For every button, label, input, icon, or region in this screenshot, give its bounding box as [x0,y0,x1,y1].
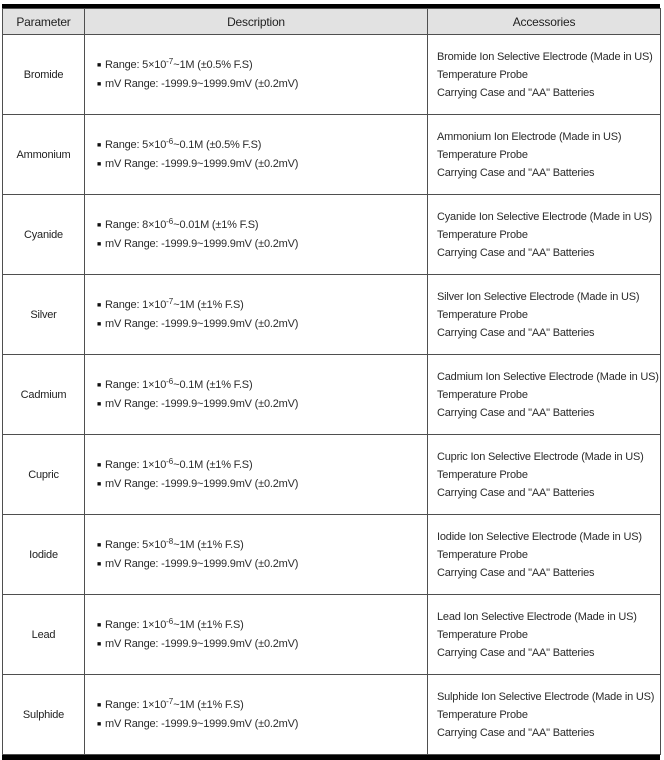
mv-range-line [97,235,419,254]
mv-range-line [97,395,419,414]
bullet-square-icon: ■ [97,701,102,709]
table-row [3,35,661,115]
range-line [97,696,419,715]
parameter-label: Bromide [23,68,64,81]
table-row [3,275,661,355]
table-row [3,675,661,755]
accessory-item: Carrying Case and "AA" Batteries [437,726,595,739]
mv-range-text: mV Range: -1999.9~1999.9mV (±0.2mV) [105,157,299,170]
header-accessories: Accessories [428,9,661,35]
range-line [97,216,419,235]
accessory-item: Ammonium Ion Electrode (Made in US) [437,130,622,143]
range-exponent: -8 [166,536,174,546]
electrode-spec-table [2,4,660,760]
table-row [3,595,661,675]
mv-range-text: mV Range: -1999.9~1999.9mV (±0.2mV) [105,477,299,490]
accessory-item: Carrying Case and "AA" Batteries [437,486,595,499]
range-base: Range: 8×10 [105,218,167,231]
range-rest: ~1M (±0.5% F.S) [173,58,253,71]
parameter-cell [3,355,85,435]
parameter-label: Sulphide [22,708,65,721]
range-exponent: -6 [166,616,174,626]
mv-range-line [97,715,419,734]
description-cell [85,275,428,355]
accessories-cell [428,595,661,675]
accessory-item: Carrying Case and "AA" Batteries [437,246,595,259]
table-row [3,515,661,595]
range-exponent: -6 [166,376,174,386]
accessories-cell [428,195,661,275]
accessory-item: Temperature Probe [437,148,528,161]
bullet-square-icon: ■ [97,160,102,168]
range-base: Range: 1×10 [105,618,167,631]
parameter-cell [3,275,85,355]
mv-range-line [97,315,419,334]
range-base: Range: 1×10 [105,378,167,391]
range-rest: ~0.01M (±1% F.S) [173,218,259,231]
mv-range-line [97,635,419,654]
bullet-square-icon: ■ [97,61,102,69]
accessory-item: Bromide Ion Selective Electrode (Made in US) [437,50,653,63]
accessory-item: Cupric Ion Selective Electrode (Made in US) [437,450,644,463]
parameter-label: Cyanide [24,228,63,241]
accessory-item: Temperature Probe [437,708,528,721]
accessory-item: Temperature Probe [437,548,528,561]
bullet-square-icon: ■ [97,461,102,469]
range-base: Range: 5×10 [105,538,167,551]
range-exponent: -6 [166,216,174,226]
bullet-square-icon: ■ [97,381,102,389]
mv-range-text: mV Range: -1999.9~1999.9mV (±0.2mV) [105,557,299,570]
accessories-cell [428,355,661,435]
accessory-item: Carrying Case and "AA" Batteries [437,326,595,339]
parameter-cell [3,115,85,195]
accessories-cell [428,675,661,755]
parameter-label: Lead [31,628,56,641]
accessories-cell [428,115,661,195]
description-cell [85,435,428,515]
mv-range-text: mV Range: -1999.9~1999.9mV (±0.2mV) [105,637,299,650]
accessory-item: Iodide Ion Selective Electrode (Made in US) [437,530,642,543]
accessories-cell [428,515,661,595]
range-rest: ~1M (±1% F.S) [173,538,244,551]
description-cell [85,675,428,755]
header-row [3,9,661,35]
mv-range-text: mV Range: -1999.9~1999.9mV (±0.2mV) [105,77,299,90]
range-base: Range: 1×10 [105,458,167,471]
bullet-square-icon: ■ [97,720,102,728]
description-cell [85,115,428,195]
accessory-item: Silver Ion Selective Electrode (Made in US) [437,290,640,303]
mv-range-text: mV Range: -1999.9~1999.9mV (±0.2mV) [105,317,299,330]
bullet-square-icon: ■ [97,560,102,568]
accessories-cell [428,35,661,115]
parameter-label: Cadmium [20,388,67,401]
parameter-cell [3,35,85,115]
accessory-item: Carrying Case and "AA" Batteries [437,566,595,579]
parameter-label: Ammonium [16,148,71,161]
header-description: Description [85,9,428,35]
mv-range-line [97,75,419,94]
mv-range-text: mV Range: -1999.9~1999.9mV (±0.2mV) [105,397,299,410]
accessory-item: Temperature Probe [437,68,528,81]
accessory-item: Temperature Probe [437,468,528,481]
description-cell [85,515,428,595]
description-cell [85,35,428,115]
accessory-item: Cadmium Ion Selective Electrode (Made in US) [437,370,659,383]
range-rest: ~1M (±1% F.S) [173,698,244,711]
header-parameter: Parameter [3,9,85,35]
table-row [3,115,661,195]
accessories-cell [428,435,661,515]
range-line [97,56,419,75]
range-line [97,376,419,395]
accessory-item: Carrying Case and "AA" Batteries [437,86,595,99]
table-row [3,355,661,435]
range-rest: ~0.1M (±0.5% F.S) [173,138,262,151]
range-exponent: -7 [166,696,174,706]
accessories-cell [428,275,661,355]
description-cell [85,355,428,435]
range-line [97,536,419,555]
range-exponent: -7 [166,56,174,66]
bullet-square-icon: ■ [97,400,102,408]
accessory-item: Temperature Probe [437,308,528,321]
parameter-cell [3,595,85,675]
accessory-item: Temperature Probe [437,628,528,641]
bullet-square-icon: ■ [97,320,102,328]
range-line [97,456,419,475]
table-row [3,435,661,515]
range-line [97,136,419,155]
description-cell [85,195,428,275]
bullet-square-icon: ■ [97,221,102,229]
range-line [97,296,419,315]
bullet-square-icon: ■ [97,240,102,248]
accessory-item: Lead Ion Selective Electrode (Made in US) [437,610,637,623]
accessory-item: Sulphide Ion Selective Electrode (Made in US) [437,690,655,703]
range-exponent: -6 [166,136,174,146]
range-base: Range: 5×10 [105,58,167,71]
accessory-item: Carrying Case and "AA" Batteries [437,406,595,419]
bullet-square-icon: ■ [97,541,102,549]
parameter-cell [3,515,85,595]
range-exponent: -6 [166,456,174,466]
bullet-square-icon: ■ [97,480,102,488]
accessory-item: Carrying Case and "AA" Batteries [437,166,595,179]
mv-range-line [97,155,419,174]
mv-range-text: mV Range: -1999.9~1999.9mV (±0.2mV) [105,237,299,250]
accessory-item: Carrying Case and "AA" Batteries [437,646,595,659]
bullet-square-icon: ■ [97,640,102,648]
table-row [3,195,661,275]
bullet-square-icon: ■ [97,301,102,309]
mv-range-text: mV Range: -1999.9~1999.9mV (±0.2mV) [105,717,299,730]
accessory-item: Cyanide Ion Selective Electrode (Made in US) [437,210,652,223]
parameter-cell [3,435,85,515]
accessory-item: Temperature Probe [437,228,528,241]
bullet-square-icon: ■ [97,621,102,629]
range-line [97,616,419,635]
parameter-cell [3,195,85,275]
range-base: Range: 5×10 [105,138,167,151]
parameter-label: Iodide [29,548,58,561]
accessory-item: Temperature Probe [437,388,528,401]
range-rest: ~0.1M (±1% F.S) [173,458,253,471]
parameter-label: Silver [30,308,57,321]
mv-range-line [97,475,419,494]
description-cell [85,595,428,675]
range-base: Range: 1×10 [105,698,167,711]
range-base: Range: 1×10 [105,298,167,311]
bullet-square-icon: ■ [97,141,102,149]
parameter-label: Cupric [28,468,59,481]
range-rest: ~1M (±1% F.S) [173,618,244,631]
range-rest: ~1M (±1% F.S) [173,298,244,311]
bullet-square-icon: ■ [97,80,102,88]
parameter-cell [3,675,85,755]
range-rest: ~0.1M (±1% F.S) [173,378,253,391]
range-exponent: -7 [166,296,174,306]
mv-range-line [97,555,419,574]
